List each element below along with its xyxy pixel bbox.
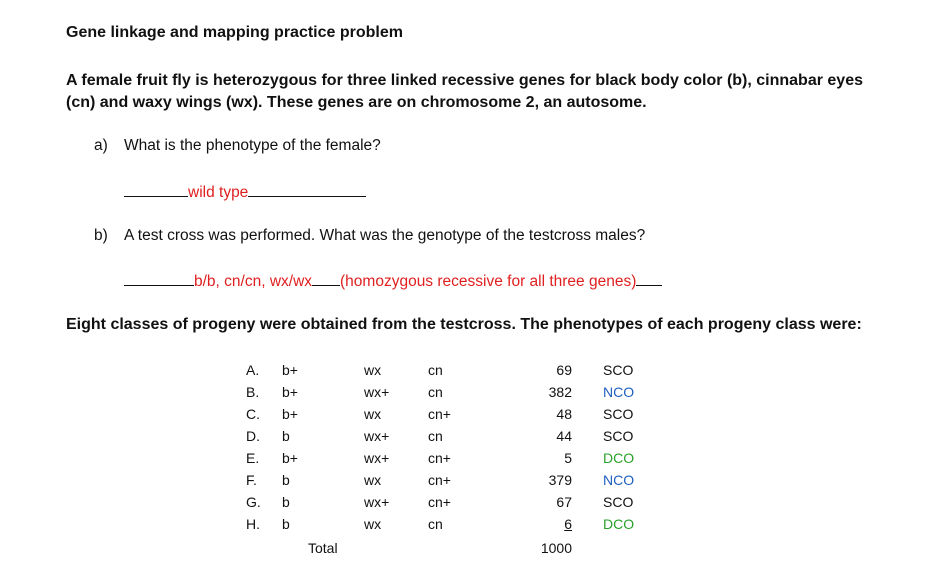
answer-a (124, 182, 366, 202)
row-b-allele: b+ (282, 384, 298, 400)
blank-line (312, 271, 340, 286)
progeny-table (0, 362, 946, 572)
row-cn-allele: cn+ (428, 494, 451, 510)
row-count: 382 (548, 384, 572, 400)
row-wx-allele: wx+ (364, 494, 390, 510)
row-class: SCO (603, 406, 634, 422)
row-class: SCO (603, 362, 634, 378)
table-row (0, 384, 946, 406)
row-b-allele: b (282, 516, 290, 532)
row-cn-allele: cn (428, 362, 443, 378)
row-letter: F. (246, 472, 257, 488)
row-cn-allele: cn (428, 516, 443, 532)
row-b-allele: b (282, 494, 290, 510)
row-letter: A. (246, 362, 260, 378)
row-wx-allele: wx+ (364, 450, 390, 466)
intro-line-2: (cn) and waxy wings (wx). These genes are on chromosome 2, an autosome. (66, 94, 647, 111)
row-b-allele: b (282, 472, 290, 488)
table-row (0, 450, 946, 472)
row-class: SCO (603, 428, 634, 444)
page-title: Gene linkage and mapping practice problem (66, 24, 403, 41)
row-cn-allele: cn+ (428, 472, 451, 488)
intro-line-1: A female fruit fly is heterozygous for three linked recessive genes for black body color (b), cinnabar eyes (66, 72, 863, 89)
table-row (0, 428, 946, 450)
row-wx-allele: wx (364, 472, 382, 488)
question-a-text: What is the phenotype of the female? (124, 137, 381, 154)
row-cn-allele: cn+ (428, 450, 451, 466)
row-wx-allele: wx (364, 516, 382, 532)
row-count: 69 (556, 362, 572, 378)
row-wx-allele: wx+ (364, 384, 390, 400)
row-letter: G. (246, 494, 261, 510)
problem-intro (66, 70, 863, 114)
row-b-allele: b+ (282, 362, 298, 378)
answer-a-text: wild type (188, 184, 249, 201)
blank-line (248, 182, 366, 197)
answer-b-part2: (homozygous recessive for all three genes) (340, 273, 637, 290)
row-count: 5 (564, 450, 572, 466)
row-b-allele: b+ (282, 406, 298, 422)
blank-line (124, 271, 194, 286)
table-row (0, 516, 946, 538)
total-value: 1000 (540, 540, 572, 556)
row-cn-allele: cn (428, 384, 443, 400)
row-class: SCO (603, 494, 634, 510)
row-cn-allele: cn+ (428, 406, 451, 422)
answer-b (124, 271, 662, 291)
blank-line (124, 182, 188, 197)
row-count: 6 (564, 516, 572, 532)
question-a-label: a) (94, 137, 108, 154)
row-letter: E. (246, 450, 260, 466)
table-row (0, 406, 946, 428)
answer-b-part1: b/b, cn/cn, wx/wx (194, 273, 313, 290)
row-class: DCO (603, 450, 635, 466)
row-count: 44 (556, 428, 572, 444)
row-count: 48 (556, 406, 572, 422)
question-b-text: A test cross was performed. What was the genotype of the testcross males? (124, 227, 646, 244)
table-row (0, 362, 946, 384)
row-b-allele: b+ (282, 450, 298, 466)
row-class: NCO (603, 384, 635, 400)
total-row (0, 540, 946, 562)
row-letter: C. (246, 406, 260, 422)
row-wx-allele: wx (364, 406, 382, 422)
progeny-heading: Eight classes of progeny were obtained from the testcross. The phenotypes of each progeny class were: (66, 316, 862, 333)
row-letter: B. (246, 384, 260, 400)
row-wx-allele: wx (364, 362, 382, 378)
total-label: Total (308, 540, 338, 556)
row-count: 379 (548, 472, 572, 488)
table-row (0, 472, 946, 494)
row-class: NCO (603, 472, 635, 488)
row-letter: H. (246, 516, 260, 532)
row-count: 67 (556, 494, 572, 510)
row-class: DCO (603, 516, 635, 532)
question-b-label: b) (94, 227, 108, 244)
table-row (0, 494, 946, 516)
row-wx-allele: wx+ (364, 428, 390, 444)
blank-line (636, 271, 662, 286)
row-b-allele: b (282, 428, 290, 444)
row-cn-allele: cn (428, 428, 443, 444)
row-letter: D. (246, 428, 260, 444)
